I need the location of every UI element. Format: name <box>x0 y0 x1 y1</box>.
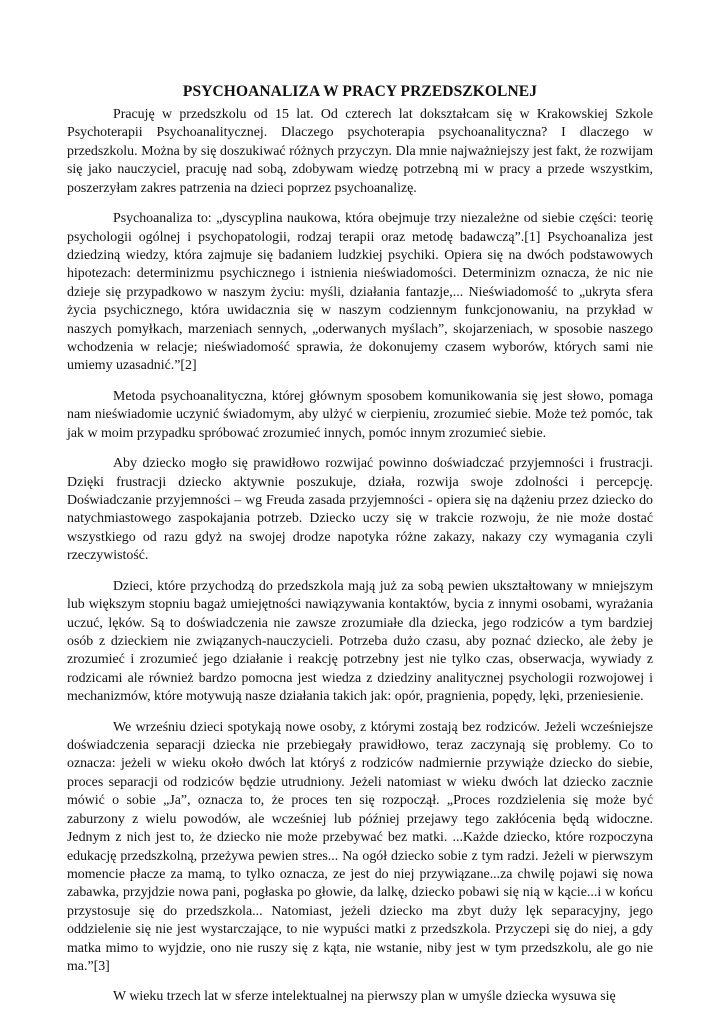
paragraph-pleasure-frustration: Aby dziecko mogło się prawidłowo rozwijać powinno doświadczać przyjemności i frustracji. Dzięki frustracji dziecko aktywnie poszukuje, działa, rozwija swoje zdolności i percepcję. Doświadczanie przyjemności – wg Freuda zasada przyjemności - opiera się na dążeniu przez dziecko do natychmiastowego zaspokajania potrzeb. Dziecko uczy się w trakcie rozwoju, że nie może dostać wszystkiego od razu gdyż na swojej drodze napotyka różne zakazy, nakazy czy wymagania czyli rzeczywistość. <box>67 456 653 564</box>
paragraph-psychoanalytic-method: Metoda psychoanalityczna, której głównym sposobem komunikowania się jest słowo, pomaga nam nieświadomie uczynić świadomym, aby ulżyć w cierpieniu, zrozumieć siebie. Może też pomóc, tak jak w moim przypadku spróbować zrozumieć innych, pomóc innym zrozumieć siebie. <box>67 388 653 441</box>
paragraph-children-in-preschool: Dzieci, które przychodzą do przedszkola mają już za sobą pewien ukształtowany w mniejszym lub większym stopniu bagaż umiejętności nawiązywania kontaktów, bycia z innymi osobami, wyrażania uczuć, lęków. Są to doświadczenia nie zawsze zrozumiałe dla dziecka, jego rodziców a tym bardziej osób z dzieckiem nie związanych-nauczycieli. Potrzeba dużo czasu, aby poznać dziecko, ale żeby je zrozumieć i zrozumieć jego działanie i reakcję potrzebny jest nie tylko czas, obserwacja, wywiady z rodzicami ale również bardzo pomocna jest wiedza z dziedziny analitycznej psychologii rozwojowej i mechanizmów, które motywują nasze działania takich jak: opór, pragnienia, popędy, lęki, przeniesienie. <box>67 578 653 705</box>
paragraph-intro: Pracuję w przedszkolu od 15 lat. Od czterech lat dokształcam się w Krakowskiej Szkole Psychoterapii Psychoanalitycznej. Dlaczego psychoterapia psychoanalityczna? I dlaczego w przedszkolu. Można by się doszukiwać różnych przyczyn. Dla mnie najważniejszy jest fakt, że rozwijam się jako nauczyciel, pracuję nad sobą, zdobywam wiedzę potrzebną mi w pracy a przede wszystkim, poszerzyłam zakres patrzenia na dzieci poprzez psychoanalizę. <box>67 107 653 196</box>
document-page <box>67 82 653 1007</box>
paragraph-separation: We wrześniu dzieci spotykają nowe osoby, z którymi zostają bez rodziców. Jeżeli wcześniejsze doświadczenia separacji dziecka nie przebiegały prawidłowo, teraz zaczynają się problemy. Co to oznacza: jeżeli w wieku około dwóch lat któryś z rodziców nadmiernie przywiąże dziecko do siebie, proces separacji od rodziców będzie utrudniony. Jeżeli natomiast w wieku dwóch lat dziecko zacznie mówić o sobie „Ja”, oznacza to, że proces ten się rozpoczął. „Proces rozdzielenia się może być zaburzony z wielu powodów, ale wcześniej lub później przejawy tego zakłócenia będą widoczne. Jednym z nich jest to, że dziecko nie może przebywać bez matki. ...Każde dziecko, które rozpoczyna edukację przedszkolną, przeżywa pewien stres... Na ogół dziecko sobie z tym radzi. Jeżeli w pierwszym momencie płacze za mamą, to tylko oznacza, ze jest do niej przywiązane...za chwilę pojawi się nowa zabawka, przyjdzie nowa pani, pogłaska po głowie, da lalkę, dziecko pobawi się nią w kącie...i w końcu przystosuje się do przedszkola... Natomiast, jeżeli dziecko ma zbyt duży lęk separacyjny, jego oddzielenie się nie jest wystarczające, to nie wypuści matki z przedszkola. Przyczepi się do niej, a gdy matka mimo to wyjdzie, ono nie ruszy się z kąta, nie wstanie, niby jest w tym przedszkolu, ale go nie ma.”[3] <box>67 719 653 974</box>
paragraph-age-three: W wieku trzech lat w sferze intelektualnej na pierwszy plan w umyśle dziecka wysuwa się <box>113 989 616 1005</box>
document-title: PSYCHOANALIZA W PRACY PRZEDSZKOLNEJ <box>182 83 538 100</box>
paragraph-psychoanalysis-definition: Psychoanaliza to: „dyscyplina naukowa, która obejmuje trzy niezależne od siebie części: teorię psychologii ogólnej i psychopatologii, rodzaj terapii oraz metodę badawczą”.[1] Psychoanaliza jest dziedziną wiedzy, która zajmuje się badaniem ludzkiej psychiki. Opiera się na dwóch podstawowych hipotezach: determinizmu psychicznego i istnienia nieświadomości. Determinizm oznacza, że nic nie dzieje się przypadkowo w naszym życiu: myśli, działania fantazje,... Nieświadomość to „ukryta sfera życia psychicznego, która uwidacznia się w naszym codziennym funkcjonowaniu, na przykład w naszych pomyłkach, marzeniach sennych, „oderwanych myślach”, skojarzeniach, w sposobie naszego wchodzenia w relacje; nieświadomość sprawia, że dokonujemy czasem wyborów, których sami nie umiemy uzasadnić.”[2] <box>67 211 653 374</box>
